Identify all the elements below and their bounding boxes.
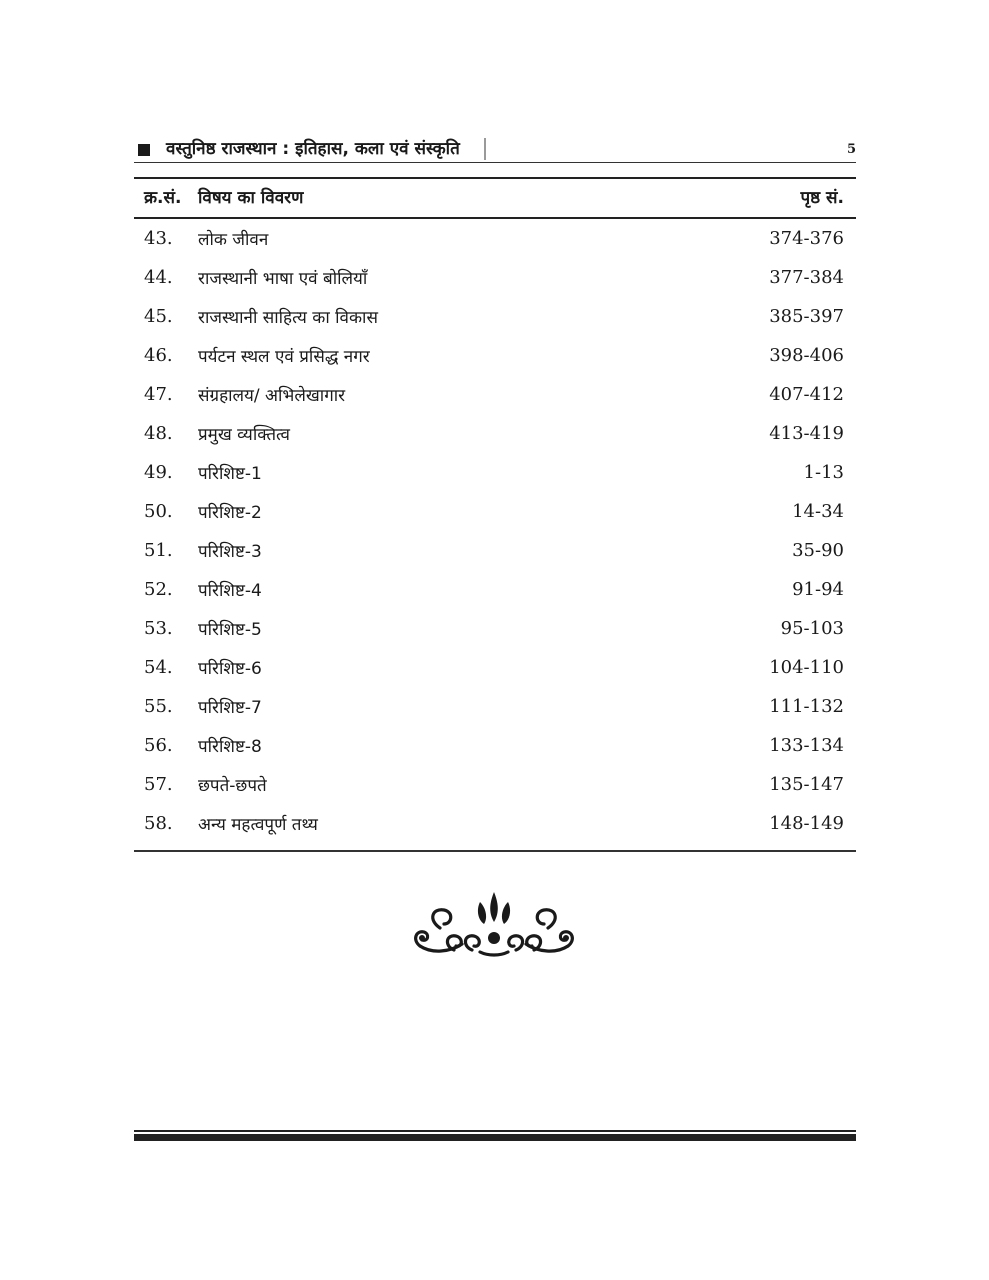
row-serial: 58. — [144, 813, 173, 834]
row-serial: 57. — [144, 774, 173, 795]
row-subject: अन्य महत्वपूर्ण तथ्य — [198, 815, 318, 835]
book-title: वस्तुनिष्ठ राजस्थान : इतिहास, कला एवं संस्कृति — [166, 139, 460, 159]
square-bullet-icon — [138, 144, 150, 156]
row-pages: 95-103 — [780, 618, 844, 639]
table-row — [134, 219, 856, 258]
row-pages: 133-134 — [769, 735, 844, 756]
row-subject: छपते-छपते — [198, 776, 267, 796]
row-pages: 398-406 — [769, 345, 844, 366]
row-pages: 91-94 — [792, 579, 844, 600]
row-serial: 44. — [144, 267, 173, 288]
row-serial: 56. — [144, 735, 173, 756]
row-pages: 413-419 — [769, 423, 844, 444]
flourish-ornament-icon — [410, 890, 578, 966]
table-row — [134, 297, 856, 336]
row-subject: संग्रहालय/ अभिलेखागार — [198, 386, 346, 406]
row-pages: 374-376 — [769, 228, 844, 249]
row-pages: 14-34 — [792, 501, 844, 522]
row-serial: 51. — [144, 540, 173, 561]
page-number: 5 — [846, 142, 856, 157]
table-row — [134, 336, 856, 375]
row-subject: परिशिष्ट-2 — [198, 503, 262, 523]
row-pages: 377-384 — [769, 267, 844, 288]
header-divider — [484, 138, 486, 160]
row-pages: 385-397 — [769, 306, 844, 327]
table-row — [134, 570, 856, 609]
row-subject: परिशिष्ट-6 — [198, 659, 262, 679]
row-subject: परिशिष्ट-3 — [198, 542, 262, 562]
row-serial: 55. — [144, 696, 173, 717]
column-header-subject: विषय का विवरण — [198, 188, 304, 208]
column-header-serial: क्र.सं. — [144, 188, 182, 208]
table-row — [134, 687, 856, 726]
row-subject: परिशिष्ट-4 — [198, 581, 262, 601]
row-serial: 46. — [144, 345, 173, 366]
row-subject: पर्यटन स्थल एवं प्रसिद्ध नगर — [198, 347, 370, 367]
table-row — [134, 531, 856, 570]
table-row — [134, 765, 856, 804]
row-serial: 52. — [144, 579, 173, 600]
row-subject: प्रमुख व्यक्तित्व — [198, 425, 290, 445]
row-serial: 54. — [144, 657, 173, 678]
row-subject: लोक जीवन — [198, 230, 269, 250]
running-header — [134, 136, 856, 162]
table-row — [134, 609, 856, 648]
table-row — [134, 804, 856, 843]
row-serial: 47. — [144, 384, 173, 405]
row-serial: 43. — [144, 228, 173, 249]
row-subject: राजस्थानी साहित्य का विकास — [198, 308, 378, 328]
header-rule — [134, 162, 856, 163]
row-pages: 407-412 — [769, 384, 844, 405]
row-serial: 49. — [144, 462, 173, 483]
table-row — [134, 726, 856, 765]
table-row — [134, 258, 856, 297]
row-serial: 48. — [144, 423, 173, 444]
row-serial: 53. — [144, 618, 173, 639]
contents-table — [134, 177, 856, 852]
table-row — [134, 414, 856, 453]
table-row — [134, 492, 856, 531]
row-serial: 50. — [144, 501, 173, 522]
row-pages: 111-132 — [769, 696, 844, 717]
row-subject: राजस्थानी भाषा एवं बोलियाँ — [198, 269, 368, 289]
row-pages: 135-147 — [769, 774, 844, 795]
footer-rule-thick — [134, 1134, 856, 1141]
row-pages: 104-110 — [769, 657, 844, 678]
row-subject: परिशिष्ट-7 — [198, 698, 262, 718]
row-subject: परिशिष्ट-5 — [198, 620, 262, 640]
footer-rule-thin — [134, 1130, 856, 1132]
row-pages: 35-90 — [792, 540, 844, 561]
row-serial: 45. — [144, 306, 173, 327]
row-subject: परिशिष्ट-1 — [198, 464, 262, 484]
row-pages: 1-13 — [803, 462, 844, 483]
row-pages: 148-149 — [769, 813, 844, 834]
row-subject: परिशिष्ट-8 — [198, 737, 262, 757]
table-bottom-rule — [134, 850, 856, 852]
table-row — [134, 375, 856, 414]
column-header-page: पृष्ठ सं. — [800, 188, 844, 208]
table-row — [134, 453, 856, 492]
table-header — [134, 177, 856, 219]
table-row — [134, 648, 856, 687]
